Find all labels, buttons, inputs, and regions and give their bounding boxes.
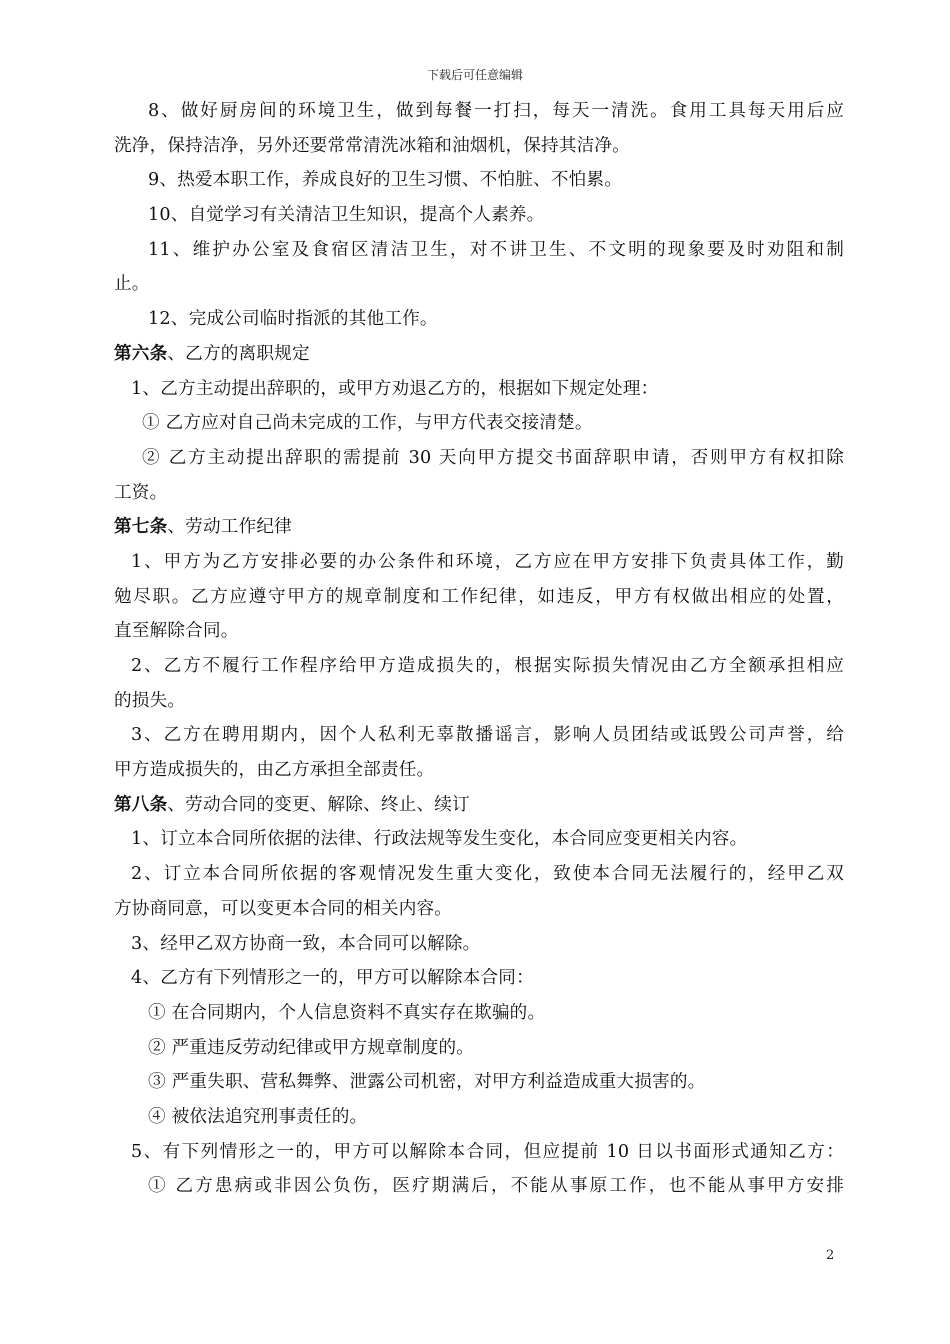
document-body (114, 94, 844, 1204)
line-text: 的损失。 (114, 690, 186, 711)
text-line (114, 302, 844, 337)
line-text: 1、订立本合同所依据的法律、行政法规等发生变化，本合同应变更相关内容。 (131, 829, 748, 850)
line-text: 3、经甲乙双方协商一致，本合同可以解除。 (131, 933, 481, 954)
line-text: 甲方造成损失的，由乙方承担全部责任。 (114, 760, 435, 781)
line-text: 4、乙方有下列情形之一的，甲方可以解除本合同： (131, 968, 534, 989)
text-line (114, 372, 844, 407)
text-line (114, 94, 844, 129)
section-number: 第六条 (114, 342, 168, 364)
text-line (114, 406, 844, 441)
line-text: ④ 被依法追究刑事责任的。 (148, 1106, 368, 1127)
text-line (114, 233, 844, 268)
text-line (114, 684, 844, 719)
line-text: 10、自觉学习有关清洁卫生知识，提高个人素养。 (148, 205, 545, 226)
line-text: 勉尽职。乙方应遵守甲方的规章制度和工作纪律，如违反，甲方有权做出相应的处置， (114, 586, 844, 607)
line-text: 、乙方的离职规定 (167, 343, 310, 364)
line-text: 1、乙方主动提出辞职的，或甲方劝退乙方的，根据如下规定处理： (131, 378, 659, 399)
line-text: ① 乙方患病或非因公负伤，医疗期满后，不能从事原工作，也不能从事甲方安排 (148, 1176, 844, 1197)
text-line (114, 476, 844, 511)
line-text: 洗净，保持洁净，另外还要常常清洗冰箱和油烟机，保持其洁净。 (114, 135, 631, 156)
line-text: ③ 严重失职、营私舞弊、泄露公司机密，对甲方利益造成重大损害的。 (148, 1072, 706, 1093)
text-line (114, 927, 844, 962)
line-text: 方协商同意，可以变更本合同的相关内容。 (114, 898, 453, 919)
text-line (114, 1065, 844, 1100)
line-text: 、劳动合同的变更、解除、终止、续订 (167, 794, 470, 815)
line-text: ② 严重违反劳动纪律或甲方规章制度的。 (148, 1037, 475, 1058)
line-text: 1、甲方为乙方安排必要的办公条件和环境，乙方应在甲方安排下负责具体工作，勤 (131, 551, 844, 572)
text-line (114, 996, 844, 1031)
text-line (114, 267, 844, 302)
text-line (114, 198, 844, 233)
text-line (114, 718, 844, 753)
page-header: 下载后可任意编辑 (426, 68, 523, 82)
line-text: 2、订立本合同所依据的客观情况发生重大变化，致使本合同无法履行的，经甲乙双 (131, 864, 844, 885)
line-text: 9、热爱本职工作，养成良好的卫生习惯、不怕脏、不怕累。 (148, 170, 623, 191)
text-line (114, 961, 844, 996)
text-line (114, 822, 844, 857)
section-heading (114, 510, 844, 545)
text-line (114, 649, 844, 684)
line-text: 、劳动工作纪律 (167, 517, 292, 538)
text-line (114, 1100, 844, 1135)
section-heading (114, 788, 844, 823)
line-text: 3、乙方在聘用期内，因个人私利无辜散播谣言，影响人员团结或诋毁公司声誉，给 (131, 725, 844, 746)
text-line (114, 441, 844, 476)
line-text: ① 在合同期内，个人信息资料不真实存在欺骗的。 (148, 1002, 546, 1023)
page-number: 2 (826, 1248, 835, 1263)
text-line (114, 857, 844, 892)
text-line (114, 163, 844, 198)
line-text: ① 乙方应对自己尚未完成的工作，与甲方代表交接清楚。 (142, 413, 593, 434)
section-number: 第八条 (114, 793, 168, 815)
text-line (114, 580, 844, 615)
text-line (114, 1031, 844, 1066)
line-text: 5、有下列情形之一的，甲方可以解除本合同，但应提前 10 日以书面形式通知乙方： (131, 1141, 844, 1162)
line-text: 工资。 (114, 482, 168, 503)
text-line (114, 614, 844, 649)
text-line (114, 1135, 844, 1170)
text-line (114, 545, 844, 580)
text-line (114, 129, 844, 164)
line-text: ② 乙方主动提出辞职的需提前 30 天向甲方提交书面辞职申请，否则甲方有权扣除 (142, 447, 844, 468)
line-text: 直至解除合同。 (114, 621, 239, 642)
line-text: 止。 (114, 274, 150, 295)
text-line (114, 892, 844, 927)
line-text: 8、做好厨房间的环境卫生，做到每餐一打扫，每天一清洗。食用工具每天用后应 (148, 101, 844, 121)
line-text: 2、乙方不履行工作程序给甲方造成损失的，根据实际损失情况由乙方全额承担相应 (131, 656, 844, 676)
section-heading (114, 337, 844, 372)
line-text: 11、维护办公室及食宿区清洁卫生，对不讲卫生、不文明的现象要及时劝阻和制 (148, 239, 844, 260)
section-number: 第七条 (114, 516, 168, 538)
text-line (114, 753, 844, 788)
line-text: 12、完成公司临时指派的其他工作。 (148, 309, 438, 330)
text-line (114, 1169, 844, 1204)
